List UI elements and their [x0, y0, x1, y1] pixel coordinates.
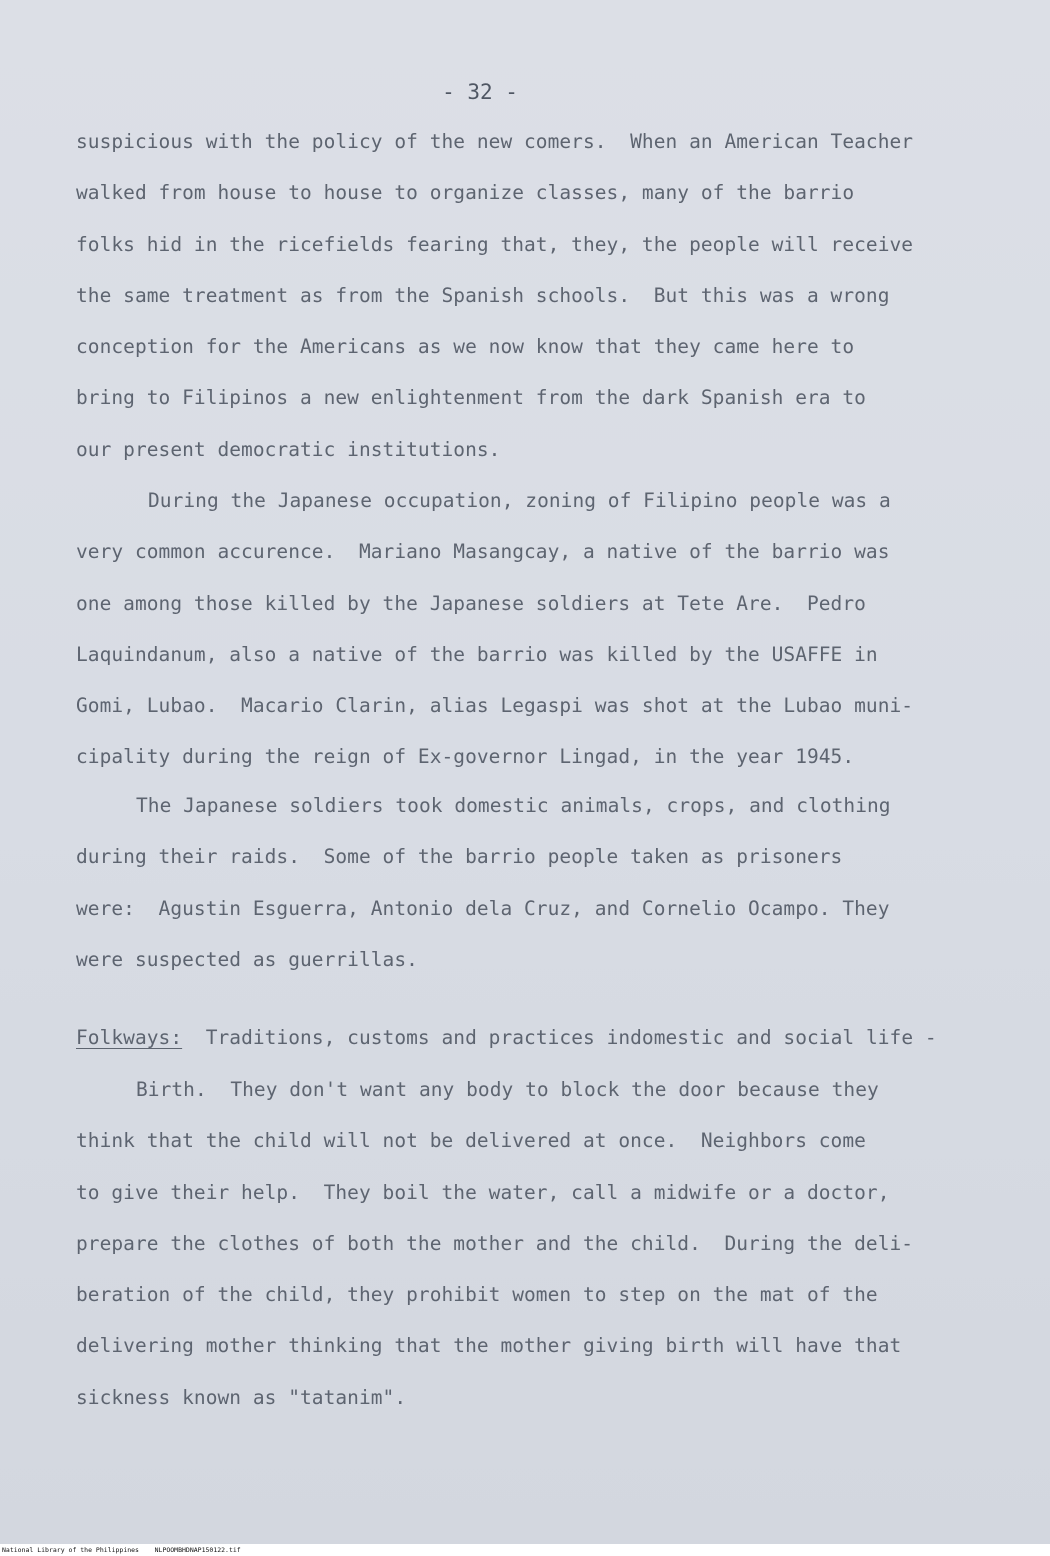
paragraph-1	[76, 116, 976, 475]
paragraph-4-line: beration of the child, they prohibit women to step on the mat of the	[76, 1283, 878, 1307]
paragraph-4	[76, 1064, 976, 1423]
paragraph-3-line: were suspected as guerrillas.	[76, 947, 418, 971]
paragraph-4-line: Birth. They don't want any body to block the door because they	[136, 1078, 879, 1101]
folkways-text: Traditions, customs and practices indomestic and social life -	[182, 1026, 937, 1049]
paragraph-4-line: delivering mother thinking that the mother giving birth will have that	[76, 1334, 902, 1358]
paragraph-4-line: to give their help. They boil the water, call a midwife or a doctor,	[76, 1180, 890, 1204]
paragraph-1-line: walked from house to house to organize classes, many of the barrio	[76, 181, 855, 205]
archive-footer: National Library of the Philippines NLPOOMBHDNAP150122.tif	[0, 1544, 1050, 1556]
paragraph-1-line: conception for the Americans as we now know that they came here to	[76, 335, 855, 359]
paragraph-3	[76, 780, 976, 985]
paragraph-3-line: The Japanese soldiers took domestic animals, crops, and clothing	[136, 794, 891, 817]
folkways-label: Folkways:	[76, 1026, 183, 1049]
paragraph-1-line: the same treatment as from the Spanish schools. But this was a wrong	[76, 283, 890, 307]
paragraph-1-line: our present democratic institutions.	[76, 437, 501, 461]
paragraph-1-line: folks hid in the ricefields fearing that, they, the people will receive	[76, 232, 914, 256]
paragraph-3-line: during their raids. Some of the barrio people taken as prisoners	[76, 845, 843, 869]
paragraph-1-line: bring to Filipinos a new enlightenment from the dark Spanish era to	[76, 386, 866, 410]
page-number: - 32 -	[442, 80, 518, 104]
paragraph-2-line: Gomi, Lubao. Macario Clarin, alias Legaspi was shot at the Lubao muni-	[76, 694, 914, 718]
paragraph-2-line: Laquindanum, also a native of the barrio was killed by the USAFFE in	[76, 642, 878, 666]
paragraph-2-line: During the Japanese occupation, zoning of Filipino people was a	[148, 489, 891, 512]
paragraph-2-line: very common accurence. Mariano Masangcay, a native of the barrio was	[76, 540, 890, 564]
paragraph-3-line: were: Agustin Esguerra, Antonio dela Cruz, and Cornelio Ocampo. They	[76, 896, 890, 920]
paragraph-2-line: one among those killed by the Japanese soldiers at Tete Are. Pedro	[76, 591, 866, 615]
folkways-heading	[76, 1012, 976, 1063]
paragraph-2-line: cipality during the reign of Ex-governor Lingad, in the year 1945.	[76, 745, 855, 769]
paragraph-4-line: think that the child will not be delivered at once. Neighbors come	[76, 1129, 866, 1153]
paragraph-2	[76, 475, 976, 783]
paragraph-4-line: sickness known as "tatanim".	[76, 1385, 407, 1409]
paragraph-1-line: suspicious with the policy of the new comers. When an American Teacher	[76, 130, 914, 153]
paragraph-4-line: prepare the clothes of both the mother and the child. During the deli-	[76, 1231, 914, 1255]
